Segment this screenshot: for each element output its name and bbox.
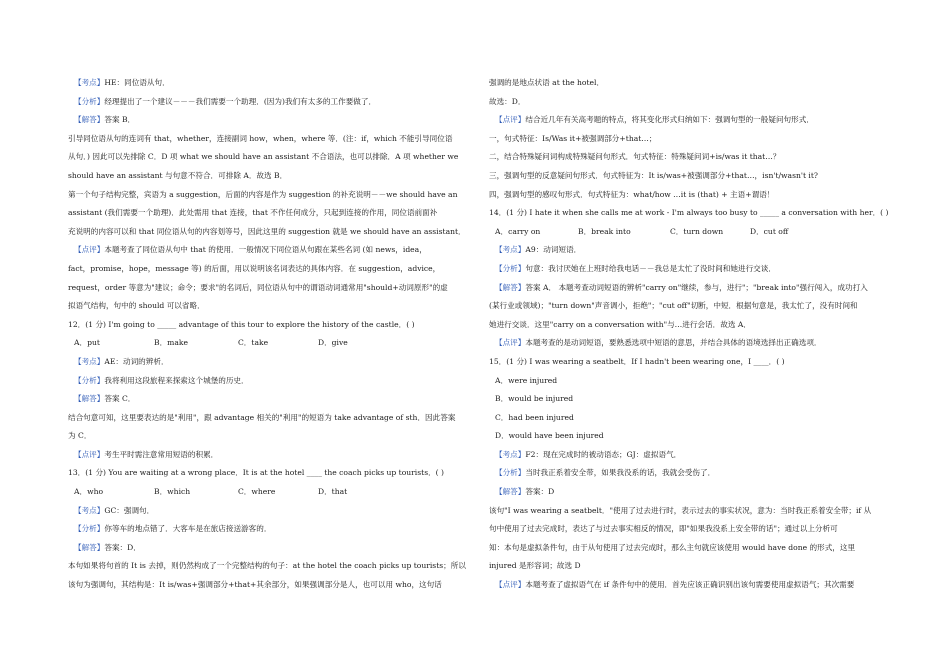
- q12-option-c: C．take: [238, 338, 269, 348]
- q14-options: [489, 223, 893, 242]
- q14-fenxi: 【分析】句意：我讨厌她在上班时给我电话－－我总是太忙了没时间和她进行交谈．: [495, 263, 776, 273]
- q11-dianping-line: 拟语气结构，句中的 should 可以省略．: [68, 301, 205, 311]
- q11-body-line: 引导同位语从句的连词有 that，whether，连接副词 how，when，where 等．(注：if，which 不能引导同位语: [68, 133, 453, 143]
- q11-body-line: 充说明的内容可以和 that 同位语从句的内容划等号，因此这里的 suggestion 就是 we should have an assistant．: [68, 226, 466, 236]
- q12-option-a: A．put: [74, 338, 100, 348]
- q15-kaodian: 【考点】F2：现在完成时的被动语态；GJ：虚拟语气．: [495, 449, 682, 459]
- left-column: [68, 74, 470, 595]
- q11-dianping: 【点评】本题考查了同位语从句中 that 的使用．一般情况下同位语从句跟在某些名词 (如 news，idea，: [74, 245, 427, 255]
- q13-form-line: 三，强调句型的反意疑问句形式．句式特征为：It is/was+被强调部分+that…，isn't/wasn't it?: [489, 170, 818, 180]
- q15-option-c: C．had been injured: [495, 412, 574, 422]
- q14-kaodian: 【考点】A9：动词短语．: [495, 245, 582, 255]
- q11-fenxi: 【分析】经理提出了一个建议－－－我们需要一个助理．(因为)我们有太多的工作要做了．: [74, 96, 377, 106]
- q12-body-line: 结合句意可知，这里要表达的是"利用"，跟 advantage 相关的"利用"的短语为 take advantage of sth．因此答案: [68, 412, 456, 422]
- q15-body-line: 知：本句是虚拟条件句，由于从句使用了过去完成时，那么主句就应该使用 would have done 的形式，这里: [489, 542, 856, 552]
- q15-dianping: 【点评】本题考查了虚拟语气在 if 条件句中的使用．首先应该正确识别出该句需要使用虚拟语气；其次需要: [495, 580, 855, 590]
- q12-stem: 12．(1 分) I'm going to _____ advantage of this tour to explore the history of the castle．( ): [68, 319, 415, 329]
- q13-body-line: 故选：D．: [489, 96, 526, 106]
- q13-form-line: 二，结合特殊疑问词构成特殊疑问句形式．句式特征：特殊疑问词+is/was it that…？: [489, 152, 781, 162]
- q11-kaodian: 【考点】HE：同位语从句．: [74, 78, 170, 87]
- q14-jieda-line: (某行业或领域)；"turn down"声音调小，拒绝"；"cut off"切断，中短．根据句意是，我太忙了，没有时间和: [489, 301, 858, 311]
- q12-body-line: 为 C．: [68, 431, 92, 441]
- q11-body-line: 从句．) 因此可以先排除 C．D 项 what we should have an assistant 不合语法，也可以排除．A 项 whether we: [68, 152, 459, 162]
- q15-option-b: B．would be injured: [495, 394, 574, 404]
- q15-body-line: 该句"I was wearing a seatbelt．"使用了过去进行时，表示过去的事实状况，意为：当时我正系着安全带；if 从: [489, 505, 872, 515]
- q13-option-c: C．where: [238, 487, 276, 497]
- q15-body-line: 句中使用了过去完成时，表达了与过去事实相反的情况，即"如果我没系上安全带的话"；通过以上分析可: [489, 524, 838, 534]
- q14-stem: 14．(1 分) I hate it when she calls me at work - I'm always too busy to _____ a conversation with her．( ): [489, 208, 889, 218]
- q11-dianping-line: fact，promise，hope，message 等) 的后面，用以说明该名词表达的具体内容．在 suggestion，advice，: [68, 263, 441, 273]
- q15-jieda: 【解答】答案：D: [495, 487, 555, 497]
- q12-option-d: D．give: [318, 338, 348, 348]
- q15-body-line: injured 是形容词；故选 D: [489, 561, 581, 571]
- q12-jieda: 【解答】答案 C．: [74, 394, 136, 404]
- q13-body-line: 本句如果将句首的 It is 去掉，则仍然构成了一个完整结构的句子：at the hotel the coach picks up tourists；所以: [68, 561, 466, 571]
- q14-jieda: 【解答】答案 A． 本题考查动词短语的辨析"carry on"继续，参与，进行"；"break into"强行闯入，成功打入: [495, 282, 868, 292]
- q12-option-b: B．make: [154, 338, 188, 348]
- q13-form-line: 一，句式特征：Is/Was it+被强调部分+that…；: [489, 133, 657, 143]
- q13-jieda: 【解答】答案：D．: [74, 542, 141, 552]
- right-column: [489, 74, 893, 595]
- q15-stem: 15．(1 分) I was wearing a seatbelt．If I hadn't been wearing one，I ____．( ): [489, 356, 785, 366]
- q14-option-a: A．carry on: [495, 226, 541, 236]
- q14-option-d: D．cut off: [750, 226, 789, 236]
- q14-jieda-line: 她进行交谈．这里"carry on a conversation with"与…进行会话．故选 A．: [489, 319, 751, 329]
- q13-dianping: 【点评】结合近几年有关高考题的特点，将其变化形式归纳如下：强调句型的一般疑问句形式．: [495, 115, 814, 125]
- q14-dianping: 【点评】本题考查的是动词短语，要熟悉选项中短语的意思，并结合具体的语境选择出正确选项．: [495, 338, 822, 348]
- q13-option-b: B．which: [154, 487, 191, 497]
- q12-fenxi: 【分析】我将利用这段旅程来探索这个城堡的历史．: [74, 375, 249, 385]
- q11-dianping-line: request，order 等意为"建议；命令；要求"的名词后，同位语从句中的谓语动词通常用"should+动词原形"的虚: [68, 282, 448, 292]
- q13-body-line: 强调的是地点状语 at the hotel．: [489, 78, 605, 87]
- q13-kaodian: 【考点】GC：强调句．: [74, 505, 155, 515]
- q13-body-line: 该句为强调句，其结构是：It is/was+强调部分+that+其余部分，如果强调部分是人，也可以用 who，这句话: [68, 580, 442, 590]
- q13-form-line: 四，强调句型的感叹句形式．句式特征为：what/how …it is (that) + 主语+谓语！: [489, 189, 775, 199]
- q13-stem: 13．(1 分) You are waiting at a wrong place．It is at the hotel ____ the coach picks up tourists．( ): [68, 468, 445, 478]
- q11-body-line: should have an assistant 与句意不符合．可排除 A．故选 B．: [68, 170, 288, 180]
- q13-fenxi: 【分析】你等车的地点错了．大客车是在旅店接送游客的．: [74, 524, 272, 534]
- q13-options: [68, 483, 470, 502]
- q11-body-line: assistant (我们需要一个助理)．此处需用 that 连接，that 不作任何成分，只起到连接的作用，同位语前面补: [68, 208, 438, 218]
- q12-dianping: 【点评】考生平时需注意常用短语的积累．: [74, 449, 219, 459]
- q15-fenxi: 【分析】当时我正系着安全带，如果我没系的话，我就会受伤了．: [495, 468, 716, 478]
- q11-body-line: 第一个句子结构完整，宾语为 a suggestion，后面的内容是作为 suggestion 的补充说明－－we should have an: [68, 189, 458, 199]
- q12-kaodian: 【考点】AE：动词的辨析．: [74, 356, 169, 366]
- q15-option-d: D．would have been injured: [495, 431, 604, 441]
- q14-option-b: B．break into: [578, 226, 631, 236]
- q12-options: [68, 334, 470, 353]
- q13-option-d: D．that: [318, 487, 348, 497]
- q14-option-c: C．turn down: [670, 226, 724, 236]
- q13-option-a: A．who: [74, 487, 104, 497]
- q15-option-a: A．were injured: [495, 375, 558, 385]
- q11-jieda: 【解答】答案 B．: [74, 115, 136, 125]
